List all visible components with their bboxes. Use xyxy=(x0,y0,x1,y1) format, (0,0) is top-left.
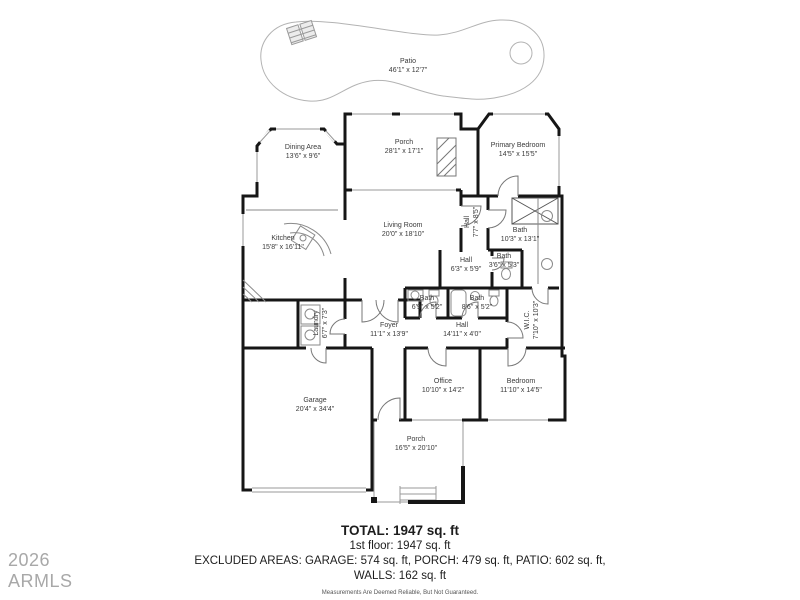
room-label-dining-area: Dining Area 13'6" x 9'6" xyxy=(284,143,322,160)
room-label-patio: Patio 46'1" x 12'7" xyxy=(388,57,428,74)
armls-watermark xyxy=(8,550,73,591)
first-floor-area: 1st floor: 1947 sq. ft xyxy=(349,540,451,552)
room-label-hall-small: Hall 6'3" x 5'9" xyxy=(450,256,482,273)
porch-post xyxy=(371,497,377,503)
room-label-porch-top: Porch 28'1" x 17'1" xyxy=(384,138,424,155)
room-label-bath-mid: Bath 8'6" x 5'2" xyxy=(461,294,493,311)
room-label-hall-upper: Hall 7'7" x 8'5" xyxy=(463,206,480,238)
room-label-bath-tiny: Bath 3'6" x 5'3" xyxy=(488,252,520,269)
room-label-office: Office 10'10" x 14'2" xyxy=(421,377,465,394)
room-label-laundry: Laundry 6'7" x 7'3" xyxy=(312,307,329,339)
room-label-garage: Garage 20'4" x 34'4" xyxy=(295,396,335,413)
room-label-bedroom: Bedroom 11'10" x 14'5" xyxy=(500,377,542,394)
room-label-wic: W.I.C. 7'10" x 10'3" xyxy=(523,300,540,340)
excluded-areas-line2: WALLS: 162 sq. ft xyxy=(353,569,447,582)
room-label-primary-bedroom: Primary Bedroom 14'5" x 15'5" xyxy=(490,141,546,158)
room-label-living-room: Living Room 20'0" x 18'10" xyxy=(381,221,425,238)
room-label-foyer: Foyer 11'1" x 13'9" xyxy=(370,321,408,338)
bottom-porch-outline xyxy=(374,420,463,504)
disclaimer: Measurements Are Deemed Reliable, But Not Guaranteed. xyxy=(321,589,479,596)
room-label-porch-bottom: Porch 16'5" x 20'10" xyxy=(394,435,438,452)
watermark-year: 2026 xyxy=(8,550,51,570)
area-summary xyxy=(0,523,800,596)
total-area: TOTAL: 1947 sq. ft xyxy=(340,523,460,538)
spa-circle xyxy=(510,42,532,64)
grill-icon xyxy=(287,20,317,44)
excluded-areas-line1: EXCLUDED AREAS: GARAGE: 574 sq. ft, PORCH: 479 sq. ft, PATIO: 602 sq. ft, xyxy=(194,554,606,567)
room-label-bath-primary: Bath 10'3" x 13'1" xyxy=(500,226,540,243)
room-label-kitchen: Kitchen 15'8" x 16'11" xyxy=(262,234,304,251)
room-label-bath-left: Bath 6'9" x 5'2" xyxy=(411,294,443,311)
room-label-hall-long: Hall 14'11" x 4'0" xyxy=(443,321,481,338)
watermark-brand: ARMLS xyxy=(8,570,73,591)
